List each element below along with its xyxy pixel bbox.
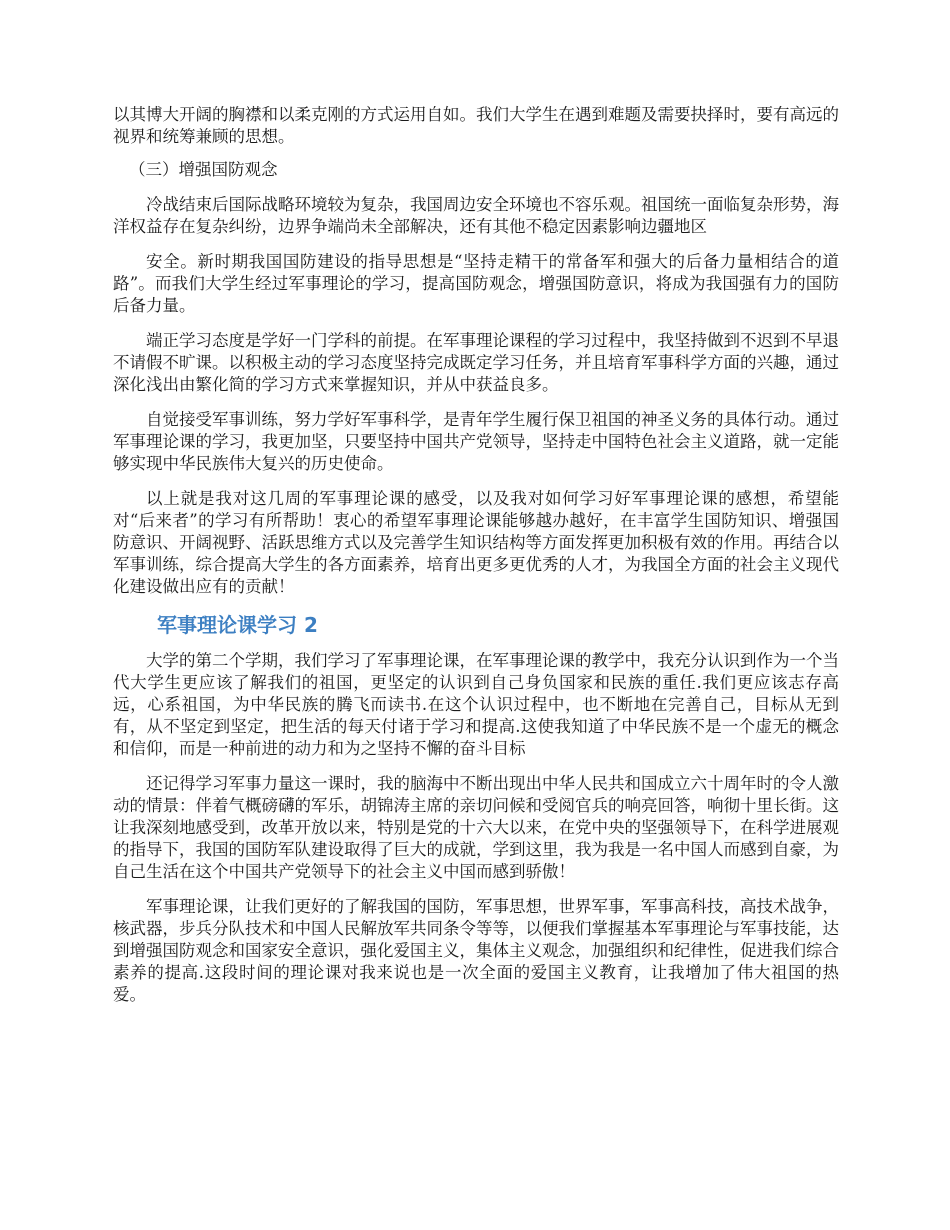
opening-paragraph: 以其博大开阔的胸襟和以柔克刚的方式运用自如。我们大学生在遇到难题及需要抉择时，要有高远的视界和统筹兼顾的思想。 xyxy=(113,105,839,146)
body-paragraph: 自觉接受军事训练，努力学好军事科学，是青年学生履行保卫祖国的神圣义务的具体行动。通过军事理论课的学习，我更加坚，只要坚持中国共产党领导，坚持走中国特色社会主义道路，就一定能够实现中华民族伟大复兴的历史使命。 xyxy=(113,410,839,473)
body-paragraph: 军事理论课，让我们更好的了解我国的国防，军事思想，世界军事，军事高科技，高技术战争，核武器，步兵分队技术和中国人民解放军共同条令等等，以便我们掌握基本军事理论与军事技能，达到增强国防观念和国家安全意识，强化爱国主义，集体主义观念，加强组织和纪律性，促进我们综合素养的提高.这段时间的理论课对我来说也是一次全面的爱国主义教育，让我增加了伟大祖国的热爱。 xyxy=(113,897,839,1004)
body-paragraph: 还记得学习军事力量这一课时，我的脑海中不断出现出中华人民共和国成立六十周年时的令人激动的情景：伴着气概磅礴的军乐，胡锦涛主席的亲切问候和受阅官兵的响亮回答，响彻十里长街。这让我深刻地感受到，改革开放以来，特别是党的十六大以来，在党中央的坚强领导下，在科学进展观的指导下，我国的国防军队建设取得了巨大的成就，学到这里，我为我是一名中国人而感到自豪，为自己生活在这个中国共产党领导下的社会主义中国而感到骄傲！ xyxy=(113,774,839,881)
body-paragraph: 冷战结束后国际战略环境较为复杂，我国周边安全环境也不容乐观。祖国统一面临复杂形势，海洋权益存在复杂纠纷，边界争端尚未全部解决，还有其他不稳定因素影响边疆地区 xyxy=(113,195,839,236)
body-paragraph: 端正学习态度是学好一门学科的前提。在军事理论课程的学习过程中，我坚持做到不迟到不早退不请假不旷课。以积极主动的学习态度坚持完成既定学习任务，并且培育军事科学方面的兴趣，通过深化浅出由繁化简的学习方式来掌握知识，并从中获益良多。 xyxy=(113,331,839,394)
body-paragraph: 安全。新时期我国国防建设的指导思想是“坚持走精干的常备军和强大的后备力量相结合的道路”。而我们大学生经过军事理论的学习，提高国防观念，增强国防意识，将成为我国强有力的国防后备力量。 xyxy=(113,252,839,315)
section-heading: 军事理论课学习 2 xyxy=(157,613,318,637)
body-paragraph: 大学的第二个学期，我们学习了军事理论课，在军事理论课的教学中，我充分认识到作为一个当代大学生更应该了解我们的祖国，更坚定的认识到自己身负国家和民族的重任.我们更应该志存高远，心系祖国，为中华民族的腾飞而读书.在这个认识过程中，也不断地在完善自己，目标从无到有，从不坚定到坚定，把生活的每天付诸于学习和提高.这使我知道了中华民族不是一个虚无的概念和信仰，而是一种前进的动力和为之坚持不懈的奋斗目标 xyxy=(113,651,839,758)
document-page xyxy=(113,104,839,1019)
subheading-strengthen-defense: （三）增强国防观念 xyxy=(129,160,278,179)
body-paragraph: 以上就是我对这几周的军事理论课的感受，以及我对如何学习好军事理论课的感想，希望能对“后来者”的学习有所帮助！衷心的希望军事理论课能够越办越好，在丰富学生国防知识、增强国防意识、开阔视野、活跃思维方式以及完善学生知识结构等方面发挥更加积极有效的作用。再结合以军事训练，综合提高大学生的各方面素养，培育出更多更优秀的人才，为我国全方面的社会主义现代化建设做出应有的贡献！ xyxy=(113,489,839,596)
